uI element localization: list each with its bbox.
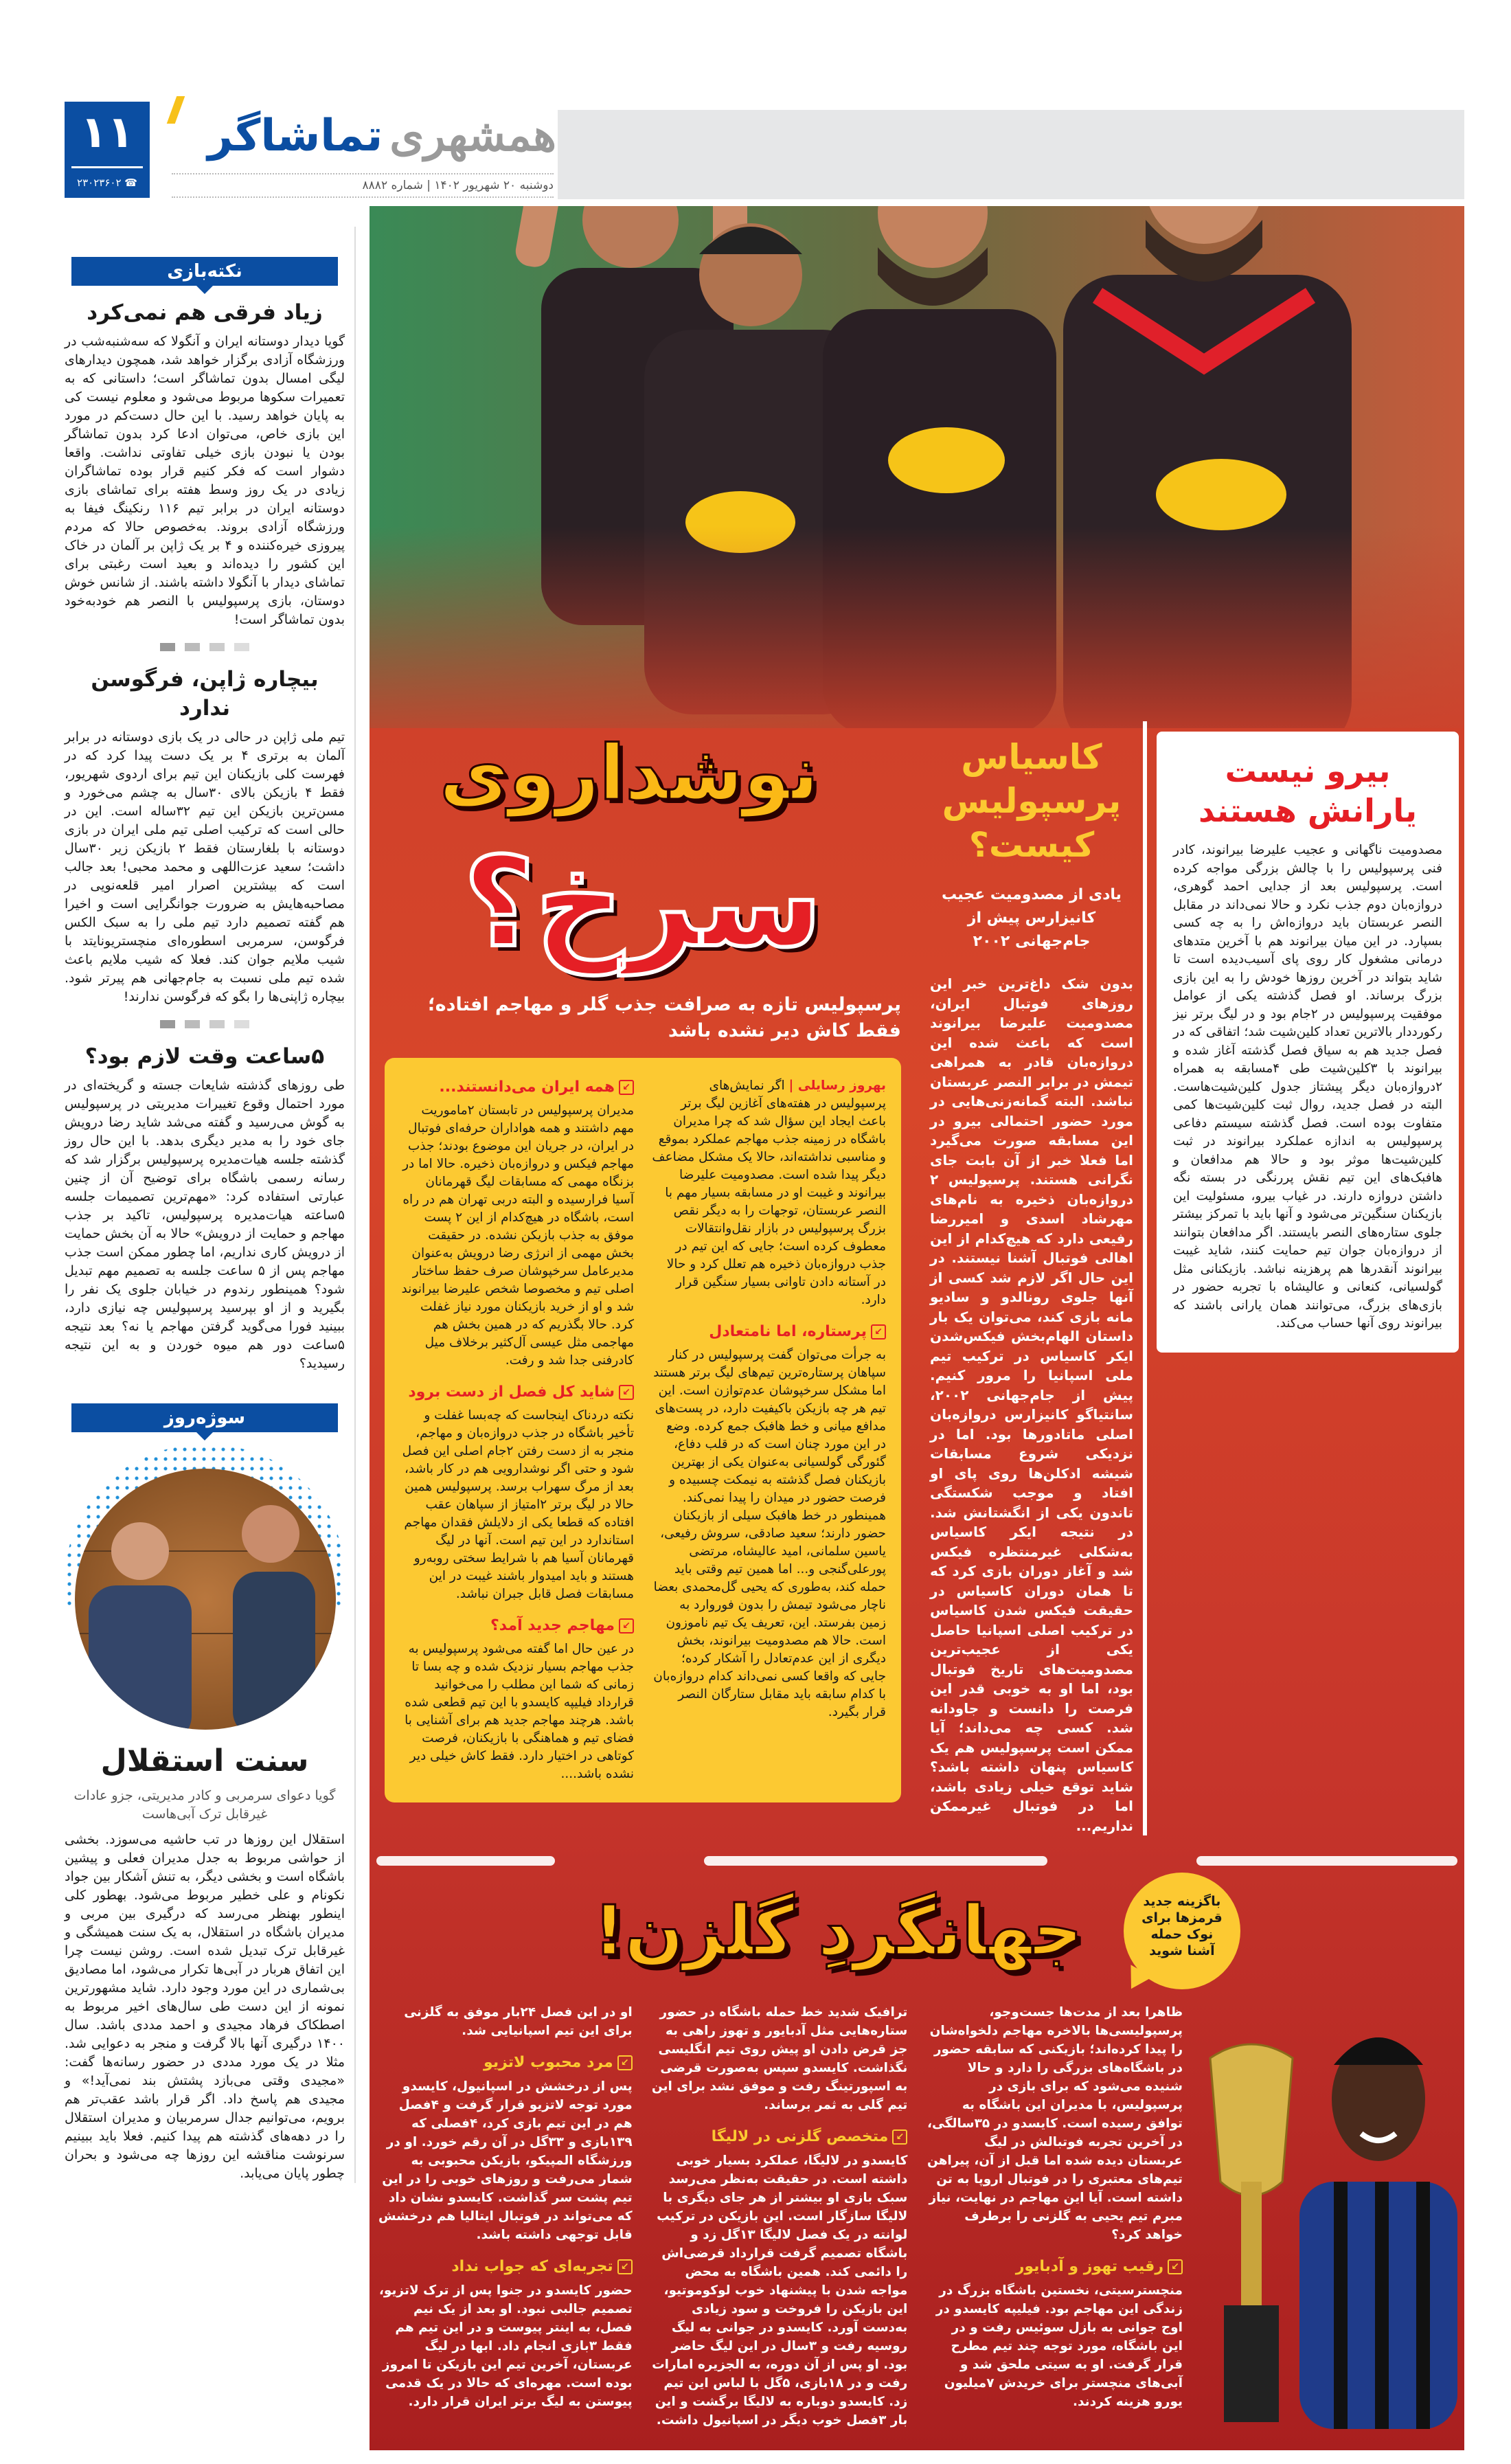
bottom-article-row — [370, 1989, 1464, 2430]
page-number: ۱۱ — [80, 107, 135, 158]
article-body: به جرأت می‌توان گفت پرسپولیس در کنار سپاهان پرستاره‌ترین تیم‌های لیگ برتر هستند اما مشکل سرخپوشان عدم‌توازن است. این تیم هر چه بازیکن باکیفیت دارد، در پست‌های مدافع میانی و خط هافبک جمع کرده. وضع در این مورد چنان است که در قلب دفاع، گئورگی گولسیانی به‌عنوان یکی از بهترین بازیکنان فصل گذشته به نیمکت چسبیده و فرصت حضور در میدان را پیدا نمی‌کند. همینطور در خط هافبک سیلی از بازیکنان حضور دارند؛ سعید صادقی، سروش رفیعی، یاسین سلمانی، امید عالیشاه، مرتضی پورعلی‌گنجی و... اما همین تیم وقتی باید حمله کند، به‌طوری که یحیی گل‌محمدی بعضا ناچار می‌شود تیمش را بدون فوروارد به زمین بفرستد. این، تعریف یک تیم ناموزون است. حالا هم مصدومیت بیرانوند، بخش دیگری از این عدم‌تعادل را آشکار کرده؛ جایی که واقعا کسی نمی‌داند کدام دروازه‌بان با کدام سابقه باید مقابل ستارگان النصر قرار بگیرد. — [653, 1348, 886, 1719]
subheading: ↙تجربه‌ای که جواب نداد — [376, 2257, 633, 2277]
article-body: ترافیک شدید خط حمله باشگاه در حضور ستاره‌هایی مثل آدبایور و تهوز راهی به جز قرض دادن او پیش روی تیم انگلیسی نگذاشت. کایسدو سپس به‌صورت قرضی به اسپورتینگ رفت و موفق نشد برای این تیم گلی به ثمر برساند. — [651, 2005, 908, 2112]
separator — [65, 1020, 345, 1028]
players-celebration-photo — [370, 206, 1464, 728]
subheading: ↙رقیب تهوز و آدبایور — [927, 2257, 1183, 2277]
bottom-headline-row — [370, 1873, 1464, 1989]
arrow-icon: ↙ — [617, 2055, 633, 2070]
article-body: در عین حال اما گفته می‌شود پرسپولیس به جذب مهاجم بسیار نزدیک شده و چه بسا تا زمانی که شما این مطلب را می‌خوانید قرارداد فیلیپه کایسدو با این تیم قطعی شده باشد. هرچند مهاجم جدید هم برای آشنایی با فضای تیم و هماهنگی با بازیکنان، فرصت کوتاهی در اختیار دارد. فقط کاش خیلی دیر نشده باشد.... — [405, 1642, 634, 1781]
main-headline-top: نوشداروی — [439, 729, 819, 817]
arrow-icon: ↙ — [1168, 2259, 1183, 2274]
subheading: ↙مهاجم جدید آمد؟ — [400, 1616, 634, 1636]
logo-tamashagar: تماشاگر — [207, 111, 383, 161]
main-story — [375, 721, 911, 1802]
arrow-icon: ↙ — [619, 1618, 634, 1634]
header-band — [558, 110, 1464, 199]
article-title: ۵ساعت وقت لازم بود؟ — [84, 1044, 325, 1069]
arrow-icon: ↙ — [617, 2259, 633, 2274]
divider — [71, 166, 143, 168]
main-articles-row — [370, 721, 1464, 1835]
article-body: حضور کایسدو در جنوا پس از ترک لاتزیو، تصمیم جالبی نبود. او بعد از یک نیم فصل، به اینتر پیوست و در این تیم هم فقط ۳بازی انجام داد. ابها در لیگ عربستان، آخرین تیم این بازیکن تا امروز بوده است. مهره‌ای که حالا در یک قدمی پیوستن به لیگ برتر ایران قرار دارد. — [378, 2283, 633, 2409]
middle-article — [920, 721, 1147, 1835]
section-kicker: سوژه‌روز — [71, 1403, 338, 1432]
arrow-icon: ↙ — [619, 1385, 634, 1400]
main-subtitle: پرسپولیس تازه به صرافت جذب گلر و مهاجم افتاده؛ فقط کاش دیر نشده باشد — [427, 994, 901, 1041]
bottom-headline: جهانگردِ گلزن! — [593, 1890, 1082, 1971]
article-deck: یادی از مصدومیت عجیب کانیزارس پیش از جام‌جهانی ۲۰۰۲ — [942, 886, 1122, 950]
article-body: نکته دردناک اینجاست که چه‌بسا غفلت و تأخیر باشگاه در جذب دروازه‌بان و مهاجم، منجر به از دست رفتن ۲جام اصلی این فصل شود و حتی اگر نوشدارویی هم در کار باشد، بعد از مرگ سهراب برسد. پرسپولیس همین حالا در لیگ برتر ۲امتیاز از سپاهان عقب افتاده که قطعا یکی از دلایلش فقدان مهاجم استاندارد در این تیم است. آنها در لیگ قهرمانان آسیا هم با شرایط سختی روبه‌رو هستند و باید امیدوار باشند غیبت در این مسابقات فصل قابل جبران نباشد. — [402, 1408, 634, 1601]
article-title: کاسیاس پرسپولیس کیست؟ — [942, 737, 1122, 865]
logo-accent-icon — [167, 96, 185, 124]
arrow-icon: ↙ — [892, 2129, 907, 2145]
arrow-icon: ↙ — [871, 1324, 886, 1340]
bottom-article — [376, 2003, 1183, 2430]
article-deck: گویا دعوای سرمربی و کادر مدیریتی، جزو عادات غیرقابل ترک آبی‌هاست — [73, 1788, 336, 1822]
article-body: منچسترسیتی، نخستین باشگاه بزرگ در زندگی این مهاجم بود. فیلیپه کایسدو در اوج جوانی به بازل سوئیس رفت و در این باشگاه، مورد توجه چند تیم مطرح قرار گرفت. او به سیتی ملحق شد و آبی‌های منچستر برای خریدش ۷میلیون یورو هزینه کردند. — [935, 2283, 1183, 2409]
arrow-icon: ↙ — [619, 1080, 634, 1095]
subheading: ↙متخصص گلزنی در لالیگا — [652, 2127, 908, 2147]
main-article-box — [385, 1058, 901, 1802]
managers-photo-frame — [65, 1445, 346, 1733]
separator — [65, 643, 345, 651]
brush-streak — [376, 1856, 555, 1866]
caicedo-trophy-photo — [1196, 2003, 1457, 2429]
article-title: بیرو نیست یارانش هستند — [1198, 752, 1417, 829]
byline: بهروز رسایلی | — [788, 1078, 886, 1093]
subheading: ↙مرد محبوب لاتزیو — [376, 2053, 633, 2073]
article-title: بیچاره ژاپن، فرگوسن ندارد — [91, 667, 319, 721]
article-body: گویا دیدار دوستانه ایران و آنگولا که سه‌شنبه‌شب در ورزشگاه آزادی برگزار خواهد شد، همچون دیدارهای لیگی امسال بدون تماشاگر است؛ داستانی که به تعمیرات سکوها مربوط می‌شود و معلوم نیست کی به پایان خواهد رسید. با این حال دست‌کم در مورد این بازی خاص، می‌توان ادعا کرد بدون تماشاگر بودن یا نبودن بازی خیلی تفاوتی نداشت. واقعا دشوار است که فکر کنیم قرار بوده تماشاگران زیادی در یک روز وسط هفته برای تماشای بازی دوستانه ایران در برابر تیم ۱۱۶ رنکینگ فیفا به ورزشگاه آزادی بروند. به‌خصوص حالا که مردم پیروزی خیره‌کننده و ۴ بر یک ژاپن بر آلمان در خاک این کشور را دیده‌اند و بعید است رغبتی برای تماشای دیدار با آنگولا داشته باشند. از شانس خوش دوستان، بازی پرسپولیس با النصر هم خودبه‌خود بدون تماشاگر است! — [65, 334, 345, 627]
article-body: مدیران پرسپولیس در تابستان ۲ماموریت مهم داشتند و همه هواداران حرفه‌ای فوتبال در ایران، در جریان این موضوع بودند؛ جذب مهاجم فیکس و دروازه‌بان ذخیره. حالا اما در بزنگاه مهمی که مسابقات لیگ قهرمانان آسیا فرارسیده و البته دربی تهران هم در راه است، باشگاه در هیچ‌کدام از این ۲ پست موفق به جذب بازیکن نشده. در حقیقت بخش مهمی از انرژی رضا درویش به‌عنوان مدیرعامل سرخپوشان صرف حفظ ساختار اصلی تیم و مخصوصا شخص علیرضا بیرانوند شد و او از خرید بازیکنان مورد نیاز غفلت کرد. حالا بگذریم که در همین بخش هم مهاجمی مثل عیسی آل‌کثیر برخلاف میل کادرفنی جدا شد و رفت. — [401, 1103, 634, 1368]
article-body: استقلال این روزها در تب حاشیه می‌سوزد. بخشی از حواشی مربوط به جدل مدیران فعلی و پیشین باشگاه است و بخشی دیگر، به تنش آشکار بین جواد نکونام و علی خطیر مربوط می‌شود. بهطور کلی اینطور بهنظر می‌رسد که درگیری بین مربی و مدیران باشگاه در استقلال، به یک سنت همیشگی و غیرقابل ترک تبدیل شده است. روشن نیست چرا این اتفاق هربار در آبی‌ها تکرار می‌شود، اما مصادیق بی‌شماری در این مورد وجود دارد. شاید مشهورترین نمونه از این دست طی سال‌های اخیر مربوط به اصطکاک فرهاد مجیدی و احمد مددی باشد. سال ۱۴۰۰ درگیری آنها بالا گرفت و منجر به دعوایی شد. مثلا در یک مورد مددی در حضور رسانه‌ها گفت: «مجیدی وقتی می‌بازد پشتش بند نمی‌آید!» و مجیدی هم پاسخ داد. اگر قرار باشد عقب‌تر هم برویم، می‌توانیم جدال سرمربیان و مدیران استقلال را در دهه‌های گذشته هم پیدا کنیم. فعلا باید ببینیم سرنوشت مناقشه این روزها چه می‌شود و بحران چطور پایان می‌یابد. — [65, 1832, 345, 2181]
dateline: دوشنبه ۲۰ شهریور ۱۴۰۲ | شماره ۸۸۸۲ — [172, 173, 554, 198]
article-title: سنت استقلال — [100, 1743, 309, 1778]
article-body: کایسدو در لالیگا، عملکرد بسیار خوبی داشته است. در حقیقت به‌نظر می‌رسد سبک بازی او بیشتر از هر جای دیگری با لالیگا سازگار است. این بازیکن در ترکیب لوانته در یک فصل لالیگا ۱۳گل زد و باشگاه تصمیم گرفت قرارداد قرضی‌اش را دائمی کند. همین باشگاه به محض مواجه شدن با پیشنهاد خوب لوکوموتیو، این بازیکن را فروخت و سود زیادی به‌دست آورد. کایسدو در جوانی به لیگ روسیه رفت و ۳سال در این لیگ حاضر بود. او پس از آن دوره، به الجزیره امارات رفت و در ۱۸بازی، ۵گل با لباس این تیم زد. کایسدو دوباره به لالیگا برگشت و این بار ۳فصل خوب دیگر در اسپانیول داشت. او در این فصل ۲۴بار موفق به گلزنی برای این تیم اسپانیایی شد. — [404, 2005, 908, 2428]
article-body: ظاهرا بعد از مدت‌ها جست‌وجو، پرسپولیسی‌ها بالاخره مهاجم دلخواه‌شان را پیدا کرده‌اند؛ بازیکنی که سابقه حضور در باشگاه‌های بزرگی را دارد و حالا شنیده می‌شود که برای بازی در پرسپولیس، با مدیران این باشگاه به توافق رسیده است. کایسدو در ۳۵سالگی، در آخرین تجربه فوتبالش در لیگ عربستان دیده شده اما قبل از آن، پیراهن تیم‌های معتبری را در فوتبال اروپا به تن داشته است. آیا این مهاجم در نهایت، نیاز مبرم تیم یحیی به گلزنی را برطرف خواهد کرد؟ — [927, 2005, 1183, 2242]
brush-streak — [1196, 1856, 1457, 1866]
article-body: طی روزهای گذشته شایعات جسته و گریخته‌ای در مورد احتمال وقوع تغییرات مدیریتی در پرسپولیس به گوش می‌رسید و گفته می‌شد شاید رضا درویش جای خود را به مدیر دیگری بدهد. با این حال روز گذشته جلسه هیات‌مدیره پرسپولیس برگزار شد که رسانه رسمی باشگاه برای توضیح آن از چنین عبارتی استفاده کرد: «مهم‌ترین تصمیمات جلسه ۵ساعته هیات‌مدیره پرسپولیس، تاکید بر جذب مهاجم و حمایت از درویش» حالا به آن بخش حمایت از درویش کاری نداریم، اما چطور ممکن است جذب مهاجم پس از ۵ ساعت جلسه به تصمیم مهم تبدیل شود؟ همینطور رندوم در خیابان جلوی یک نفر را بگیرید و از او بپرسید پرسپولیس چه نیازی دارد، ببینید فورا می‌گوید گرفتن مهاجم یا نه؟ بعد نتیجه ۵ساعت دور هم میوه خوردن و به این نتیجه رسیدید؟ — [65, 1078, 345, 1371]
section-kicker: نکته‌بازی — [71, 257, 338, 286]
logo-hamshahri: همشهری — [389, 110, 556, 161]
brush-streak — [704, 1856, 1047, 1866]
article-body: اگر نمایش‌های پرسپولیس در هفته‌های آغازین لیگ برتر باعث ایجاد این سؤال شد که چرا مدیران باشگاه در زمینه جذب مهاجم عملکرد بموقع و مناسبی نداشته‌اند، حالا یک مشکل مضاعف دیگر پیدا شده است. مصدومیت علیرضا بیرانوند و غیبت او در مسابقه بسیار مهم با النصر عربستان، توجهات را به دیگر نقص بزرگ پرسپولیس در بازار نقل‌وانتقالات معطوف کرده است؛ جایی که این تیم در جذب دروازه‌بان ذخیره هم تعلل کرد و حالا در آستانه دادن تاوانی بسیار سنگین قرار دارد. — [652, 1078, 886, 1307]
article-body: تیم ملی ژاپن در حالی در یک بازی دوستانه در برابر آلمان به برتری ۴ بر یک دست پیدا کرد که در فهرست کلی بازیکنان این تیم برای اردوی شهریور، فقط ۴ بازیکن بالای ۳۰سال به چشم می‌خورد و مسن‌ترین بازیکن این تیم ۳۲ساله است. این در حالی است که ترکیب اصلی تیم ملی ایران در بازی دوستانه با بلغارستان فقط ۲ بازیکن زیر ۳۰سال داشت؛ سعید عزت‌اللهی و محمد محبی! بعد جالب است که بیشترین اصرار امیر قلعه‌نویی در مصاحبه‌هایش به ضرورت جوانگرایی است و اخیرا هم گفته تصمیم دارد تیم ملی را به سبک الکس فرگوسن، سرمربی اسطوره‌ای منچستریونایتد با شیب ملایم جوان کند. فعلا که شیب ملایم باعث شده تیم ملی نسبت به جام‌جهانی هم پیرتر شود. بیچاره ژاپنی‌ها را بگو که فرگوسن ندارند! — [65, 730, 345, 1004]
subheading: ↙پرستاره، اما نامتعادل — [652, 1322, 886, 1342]
speech-bubble: باگزینه جدید قرمزها برای نوک حمله آشنا شوید — [1124, 1873, 1240, 1989]
article-body: بدون شک داغ‌ترین خبر این روزهای فوتبال ایران، مصدومیت علیرضا بیرانوند است که باعث شده این دروازه‌بان قادر به همراهی تیمش در برابر النصر عربستان نباشد. البته گمانه‌زنی‌هایی در مورد حضور احتمالی بیرو در این مسابقه صورت می‌گیرد اما فعلا خبر از آن بابت جای نگرانی هستند. پرسپولیس ۲ دروازه‌بان ذخیره به نام‌های مهرشاد اسدی و امیررضا رفیعی دارد که هیچ‌کدام از این اهالی فوتبال آشنا نیستند. در این حال اگر لازم شد کسی از آنها جلوی رونالدو و سادیو مانه بازی کند، می‌توان یک بار داستان الهام‌بخش فیکس‌شدن ایکر کاسیاس در ترکیب تیم ملی اسپانیا را مرور کنیم. پیش از جام‌جهانی ۲۰۰۲، سانتیاگو کانیزارس دروازه‌بان اصلی ماتادورها بود. اما در نزدیکی شروع مسابقات شیشه ادکلن‌ها روی پای او افتاد و موجب شکستگی تاندون یکی از انگشتانش شد. در نتیجه ایکر کاسیاس به‌شکلی غیرمنتظره فیکس شد و آغاز دوران بازی کرد که تا همان دوران کاسیاس در حقیقت فیکس شدن کاسیاس در ترکیب اصلی اسپانیا حاصل یکی از عجیب‌ترین مصدومیت‌های تاریخ فوتبال بود، اما او به خوبی قدر این فرصت را دانست و جاودانه شد. کسی چه می‌داند؛ آیا ممکن است پرسپولیس هم یک کاسیاس پنهان داشته باشد؟ شاید توقع خیلی زیادی باشد، اما در فوتبال غیرممکن نداریم... — [930, 975, 1133, 1834]
main-headline-big: سرخ؟ — [463, 831, 823, 975]
article-body: مصدومیت ناگهانی و عجیب علیرضا بیرانوند، کادر فنی پرسپولیس را با چالش بزرگی مواجه کرده است. پرسپولیس بعد از جدایی احمد گوهری، دروازه‌بان دوم جذب نکرد و حالا نمی‌داند در مقابل النصر عربستان باید دروازه‌اش را به چه کسی بسپارد. در این میان بیرانوند هم با آخرین متدهای درمانی مشغول کار روی پای آسیب‌دیده است تا شاید بتواند در آخرین روزها خودش را به این بازی بزرگ برساند. او فصل گذشته یکی از عوامل موفقیت پرسپولیس در ۲جام بود و در لیگ برتر نیز رکورددار بالاترین تعداد کلین‌شیت شد؛ اتفاقی که در فصل جدید هم به سیاق فصل گذشته آغاز شده و بیرانوند با ۳کلین‌شیت طی ۴مسابقه به همراه ۲دروازه‌بان دیگر پیشتاز جدول کلین‌شیت‌هاست. البته در فصل جدید، روال ثبت کلین‌شیت‌ها کمی متفاوت بوده است. فصل گذشته سیستم دفاعی پرسپولیس به اندازه عملکرد بیرانوند در ثبت کلین‌شیت‌ها موثر بود و حالا هم مدافعان و هافبک‌های این تیم نقش پررنگی در بسته نگه داشتن دروازه دارند. در غیاب بیرو، مسئولیت این بازیکنان سنگین‌تر می‌شود و آنها باید با تمرکز بیشتر جلوی ستاره‌های النصر بایستند. اگر مدافعان بتوانند از دروازه‌بان جوان تیم حمایت کنند، شاید غیبت بیرانوند آنقدرها هم پرهزینه نباشد. بازیکنانی مثل گولسیانی، کنعانی و عالیشاه با تجربه حضور در بازی‌های بزرگ، می‌توانند همان یارانی باشند که بیرانوند روی آنها حساب می‌کند. — [1173, 843, 1442, 1331]
article-body: پس از درخشش در اسپانیول، کایسدو مورد توجه لاتزیو قرار گرفت و ۴فصل هم در این تیم بازی کرد، ۴فصلی که ۱۳۹بازی و ۳۳گل در آن رقم خورد. او در ورزشگاه المپیکو، بازیکن محبوبی به شمار می‌رفت و روزهای خوبی را در این تیم پشت سر گذاشت. کایسدو نشان داد که می‌تواند در فوتبال ایتالیا هم درخشش قابل توجهی داشته باشد. — [378, 2079, 633, 2242]
brush-streaks — [370, 1835, 1464, 1873]
right-article-box — [1157, 732, 1459, 1353]
phone-number — [65, 177, 150, 189]
phone-icon: ☎ — [121, 177, 137, 189]
phone-text: ۲۳۰۲۳۶۰۲ — [77, 177, 122, 189]
managers-photo — [75, 1469, 336, 1730]
page-number-box — [65, 102, 150, 198]
newspaper-logo — [172, 103, 556, 169]
main-area — [370, 206, 1464, 2450]
article-title: زیاد فرقی هم نمی‌کرد — [87, 300, 323, 325]
subheading: ↙شاید کل فصل از دست برود — [400, 1382, 634, 1403]
subheading: ↙همه ایران می‌دانستند... — [400, 1077, 634, 1098]
left-column — [65, 227, 356, 2183]
